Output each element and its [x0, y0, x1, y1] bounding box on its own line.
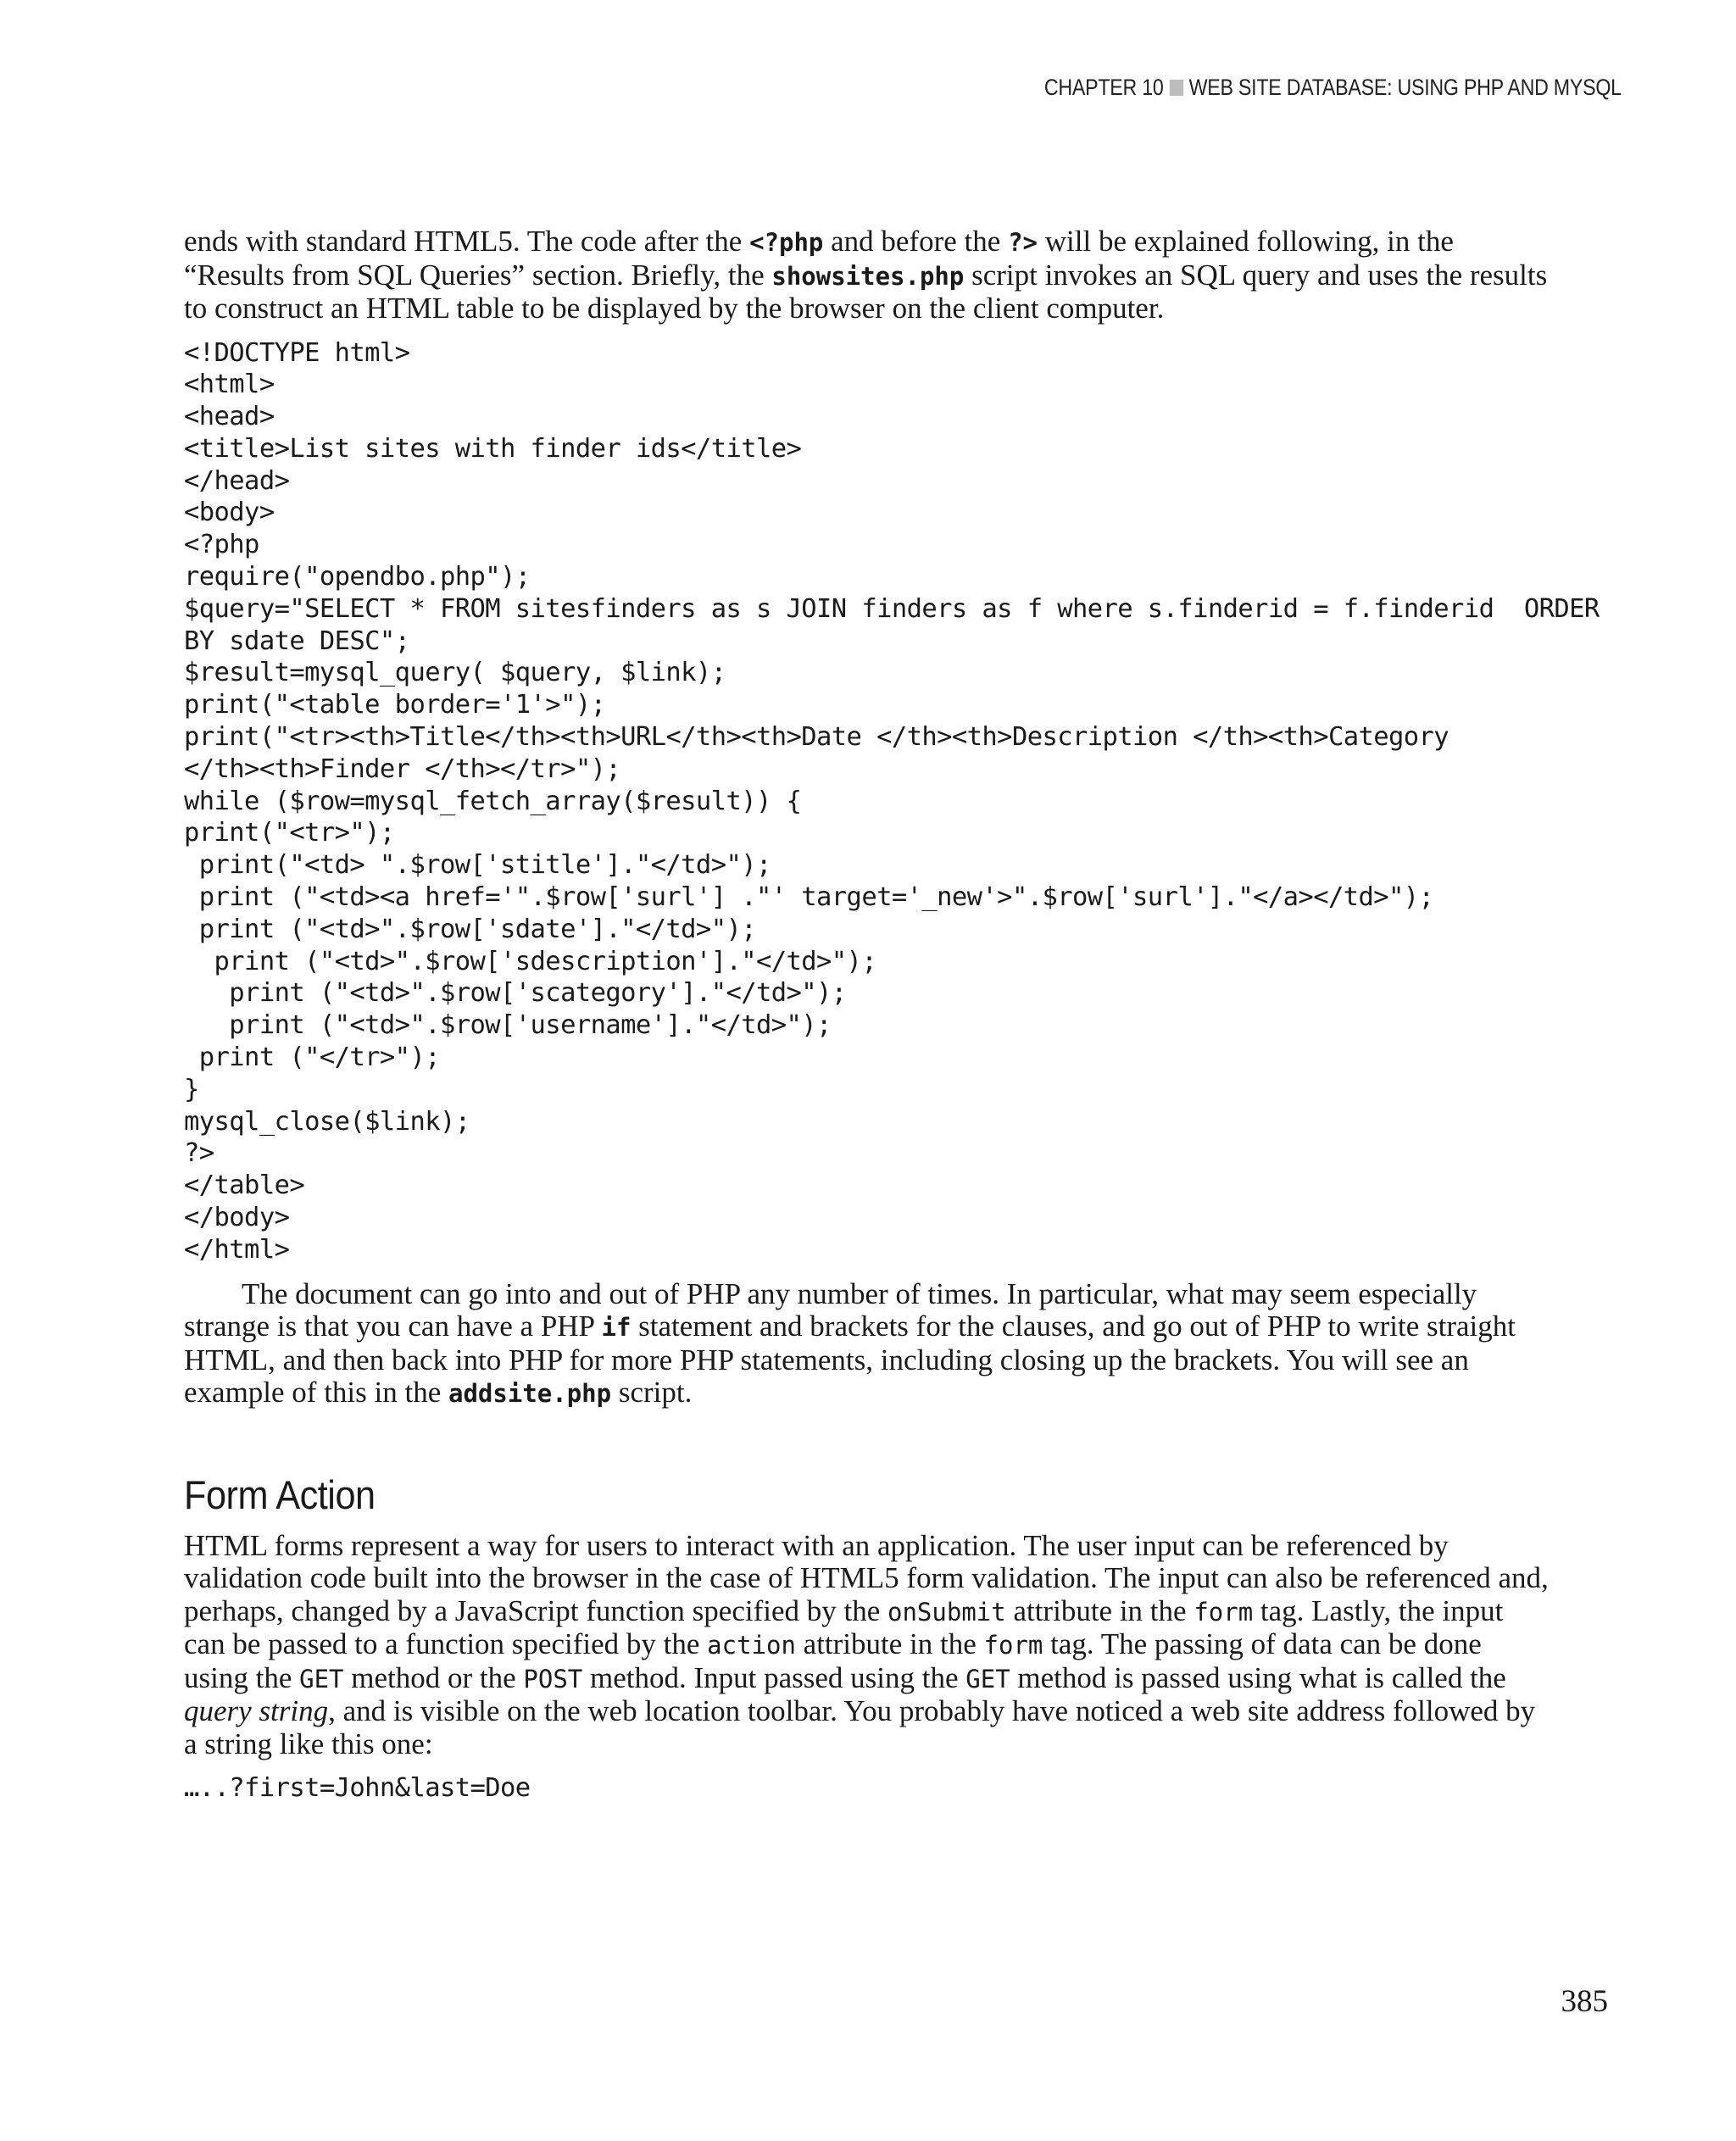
section-heading: Form Action: [184, 1471, 376, 1517]
inline-code: onSubmit: [887, 1597, 1006, 1627]
emphasis-text: query string: [184, 1694, 329, 1728]
inline-code: addsite.php: [448, 1379, 612, 1409]
text-run: and before the: [823, 225, 1009, 258]
text-run: method is passed using what is called the: [1010, 1660, 1506, 1694]
inline-code: action: [707, 1631, 796, 1660]
inline-code: <?php: [749, 228, 824, 257]
inline-code: POST: [523, 1664, 583, 1693]
form-action-paragraph: [184, 1530, 1549, 1761]
inline-code: ?>: [1008, 228, 1038, 257]
text-run: script invokes an SQL query and uses the results to construct an HTML table to be displayed by the browser on the client computer.: [184, 258, 1548, 325]
text-run: script.: [611, 1376, 693, 1410]
text-run: method or the: [343, 1660, 524, 1694]
text-run: tag. Lastly, the input can be passed to a function specified by the: [184, 1593, 1504, 1661]
text-run: statement and brackets for the clauses, and go out of PHP to write straight HTML, and then back into PHP for more PHP statements, including closing up the brackets. You will see an example of this in the: [184, 1310, 1516, 1410]
chapter-title: WEB SITE DATABASE: USING PHP AND MYSQL: [1188, 75, 1622, 100]
page-body: [184, 225, 1600, 1805]
text-run: ends with standard HTML5. The code after the: [184, 225, 750, 258]
inline-code: if: [601, 1313, 632, 1343]
text-run: , and is visible on the web location toolbar. You probably have noticed a web site address followed by a string like this one:: [184, 1694, 1536, 1760]
query-string-example: …..?first=John&last=Doe: [184, 1773, 531, 1804]
running-header: [1044, 75, 1622, 101]
text-run: will be explained following, in the “Results from SQL Queries” section. Briefly, the: [184, 225, 1454, 292]
inline-code: form: [983, 1631, 1043, 1660]
text-run: attribute in the: [1005, 1593, 1194, 1627]
intro-paragraph: [184, 225, 1549, 325]
inline-code: GET: [965, 1664, 1010, 1693]
inline-code: form: [1194, 1597, 1254, 1627]
inline-code: showsites.php: [771, 261, 965, 291]
text-run: method. Input passed using the: [582, 1660, 966, 1694]
text-run: attribute in the: [795, 1627, 984, 1661]
inline-code: GET: [299, 1664, 344, 1693]
chapter-label: CHAPTER 10: [1044, 75, 1164, 100]
header-separator-square: [1170, 80, 1183, 96]
php-code-listing: <!DOCTYPE html> <html> <head> <title>List sites with finder ids</title> </head> <body> <?php require("opendbo.php"); $query="SELECT * FROM sitesfinders as s JOIN finders as f where s.finderid = f.finderid ORDER BY sdate DESC"; $result=mysql_query( $query, $link); print("<table border='1'>"); print("<tr><th>Title</th><th>URL</th><th>Date </th><th>Description </th><th>Category </th><th>Finder </th></tr>"); while ($row=mysql_fetch_array($result)) { print("<tr>"); print("<td> ".$row['stitle']."</td>"); print ("<td><a href='".$row['surl'] ."' target='_new'>".$row['surl']."</a></td>"); print ("<td>".$row['sdate']."</td>"); print ("<td>".$row['sdescription']."</td>"); print ("<td>".$row['scategory']."</td>"); print ("<td>".$row['username']."</td>"); print ("</tr>"); } mysql_close($link); ?> </table> </body> </html>: [184, 337, 1600, 1265]
text-run: HTML forms represent a way for users to interact with an application. The user input can be referenced by validation code built into the browser in the case of HTML5 form validation. The input can also be referenced and, perhaps, changed by a JavaScript function specified by the: [184, 1528, 1549, 1627]
page-number: 385: [1561, 1984, 1608, 2019]
text-run: tag. The passing of data can be done using the: [184, 1627, 1482, 1694]
text-run: The document can go into and out of PHP any number of times. In particular, what may seem especially strange is that you can have a PHP: [184, 1276, 1477, 1343]
php-mixing-paragraph: [184, 1278, 1549, 1410]
